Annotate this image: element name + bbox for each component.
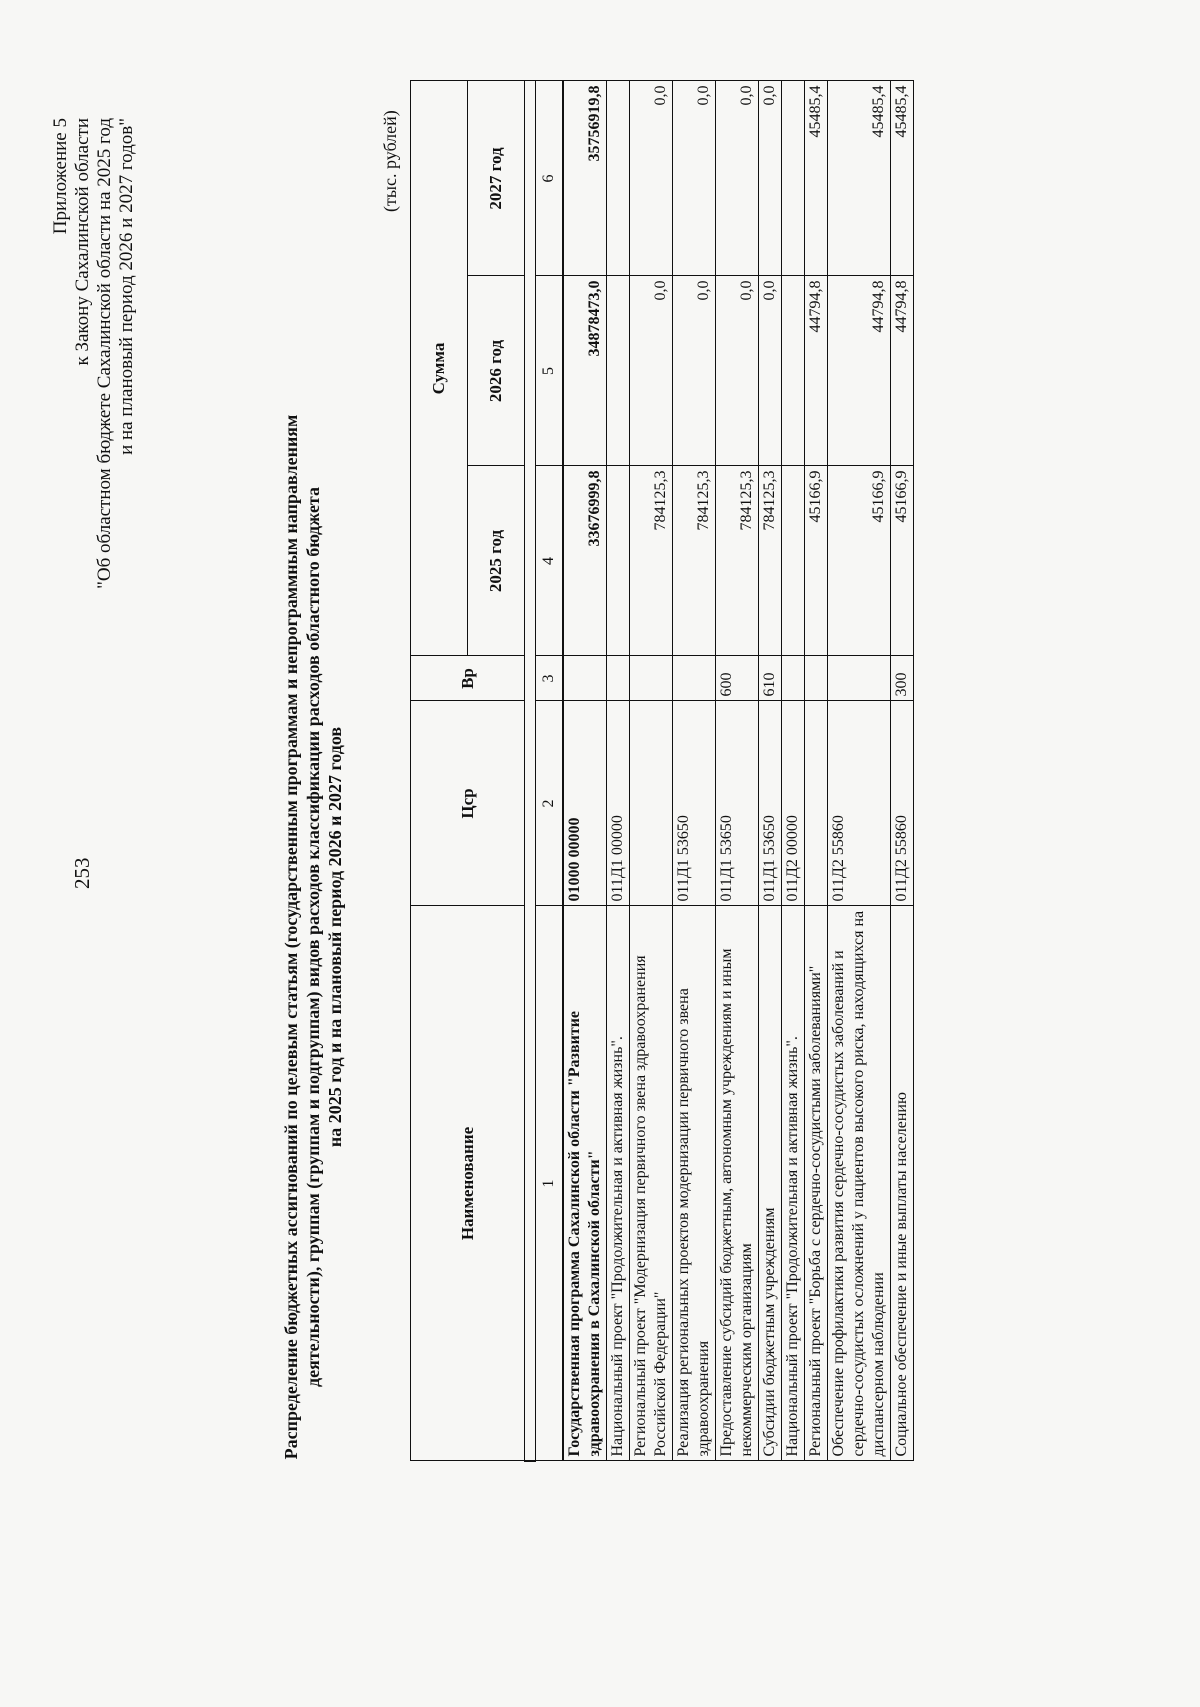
row-sum-2025: 784125,3: [759, 466, 782, 656]
header-sum: Сумма: [411, 81, 468, 656]
table-row: [630, 81, 673, 1461]
row-csr: 011Д1 53650: [673, 701, 716, 906]
row-sum-2025: 784125,3: [673, 466, 716, 656]
row-csr: [630, 701, 673, 906]
row-sum-2026: [607, 276, 630, 466]
row-vr: [828, 656, 891, 701]
appendix-line: Приложение 5: [50, 118, 71, 235]
row-name: Предоставление субсидий бюджетным, автономным учреждениям и иным некоммерческим организациям: [716, 906, 759, 1461]
row-csr: [805, 701, 828, 906]
row-sum-2027: 35756919,8: [563, 81, 607, 276]
table-row: [673, 81, 716, 1461]
row-csr: 011Д1 00000: [607, 701, 630, 906]
column-number: 1: [536, 906, 564, 1461]
row-sum-2026: 0,0: [759, 276, 782, 466]
row-sum-2027: [607, 81, 630, 276]
table-body: [525, 81, 914, 1461]
header-name: Наименование: [411, 906, 525, 1461]
header-2027: 2027 год: [468, 81, 525, 276]
row-sum-2026: 0,0: [630, 276, 673, 466]
row-sum-2027: 45485,4: [805, 81, 828, 276]
row-vr: [630, 656, 673, 701]
column-number: 5: [536, 276, 564, 466]
row-vr: [563, 656, 607, 701]
row-sum-2025: 45166,9: [828, 466, 891, 656]
row-name: Региональный проект "Борьба с сердечно-сосудистыми заболеваниями": [805, 906, 828, 1461]
appendix-line: "Об областном бюджете Сахалинской области на 2025 год: [94, 118, 115, 589]
row-sum-2026: 44794,8: [805, 276, 828, 466]
appendix-header: [50, 118, 138, 1018]
title-line: Распределение бюджетных ассигнований по целевым статьям (государственным программам и непрограммным направлениям: [281, 414, 301, 1460]
header-2026: 2026 год: [468, 276, 525, 466]
row-name: Обеспечение профилактики развития сердечно-сосудистых заболеваний и сердечно-сосудистых осложнений у пациентов высокого риска, находящихся на диспансерном наблюдении: [828, 906, 891, 1461]
table-row: [607, 81, 630, 1461]
row-csr: 011Д2 55860: [828, 701, 891, 906]
row-name: Социальное обеспечение и иные выплаты населению: [891, 906, 914, 1461]
row-sum-2027: 0,0: [759, 81, 782, 276]
column-number: 3: [536, 656, 564, 701]
row-sum-2026: 44794,8: [891, 276, 914, 466]
row-sum-2026: 34878473,0: [563, 276, 607, 466]
table-row: [563, 81, 607, 1461]
row-vr: [607, 656, 630, 701]
row-sum-2025: 33676999,8: [563, 466, 607, 656]
table-row: [759, 81, 782, 1461]
table-row: [782, 81, 805, 1461]
row-name: Региональный проект "Модернизация первичного звена здравоохранения Российской Федерации": [630, 906, 673, 1461]
row-sum-2025: 45166,9: [891, 466, 914, 656]
row-name: Национальный проект "Продолжительная и активная жизнь".: [607, 906, 630, 1461]
row-sum-2027: 45485,4: [891, 81, 914, 276]
row-vr: 600: [716, 656, 759, 701]
title-line: на 2025 год и на плановый период 2026 и 2027 годов: [325, 726, 345, 1148]
header-csr: Цср: [411, 701, 525, 906]
row-sum-2025: [782, 466, 805, 656]
budget-table: [410, 80, 914, 1462]
row-sum-2026: 0,0: [673, 276, 716, 466]
row-sum-2027: 0,0: [716, 81, 759, 276]
row-csr: 011Д2 00000: [782, 701, 805, 906]
row-sum-2026: [782, 276, 805, 466]
row-sum-2026: 44794,8: [828, 276, 891, 466]
document-title: [280, 307, 346, 1567]
row-name: Реализация региональных проектов модернизации первичного звена здравоохранения: [673, 906, 716, 1461]
row-vr: [782, 656, 805, 701]
row-vr: 300: [891, 656, 914, 701]
table-row: [805, 81, 828, 1461]
row-vr: [673, 656, 716, 701]
row-sum-2027: 0,0: [630, 81, 673, 276]
row-name: Национальный проект "Продолжительная и активная жизнь".: [782, 906, 805, 1461]
column-number-row: [536, 81, 564, 1461]
row-name: Государственная программа Сахалинской области "Развитие здравоохранения в Сахалинской области": [563, 906, 607, 1461]
row-vr: [805, 656, 828, 701]
column-number: 2: [536, 701, 564, 906]
row-vr: 610: [759, 656, 782, 701]
column-number: 6: [536, 81, 564, 276]
header-2025: 2025 год: [468, 466, 525, 656]
row-sum-2026: 0,0: [716, 276, 759, 466]
page-number: 253: [70, 857, 94, 889]
row-csr: 011Д2 55860: [891, 701, 914, 906]
appendix-line: и на плановый период 2026 и 2027 годов": [116, 118, 137, 455]
row-sum-2025: [607, 466, 630, 656]
units-label: (тыс. рублей): [380, 110, 400, 212]
table-row: [716, 81, 759, 1461]
row-name: Субсидии бюджетным учреждениям: [759, 906, 782, 1461]
row-csr: 011Д1 53650: [759, 701, 782, 906]
table-row: [828, 81, 891, 1461]
table-row: [891, 81, 914, 1461]
row-sum-2027: 45485,4: [828, 81, 891, 276]
row-sum-2027: [782, 81, 805, 276]
row-sum-2025: 784125,3: [716, 466, 759, 656]
row-sum-2027: 0,0: [673, 81, 716, 276]
header-vr: Вр: [411, 656, 525, 701]
column-number: 4: [536, 466, 564, 656]
row-csr: 011Д1 53650: [716, 701, 759, 906]
title-line: деятельности), группам (группам и подгруппам) видов расходов классификации расходов областного бюджета: [303, 487, 323, 1387]
row-sum-2025: 784125,3: [630, 466, 673, 656]
row-csr: 01000 00000: [563, 701, 607, 906]
appendix-line: к Закону Сахалинской области: [72, 118, 93, 366]
row-sum-2025: 45166,9: [805, 466, 828, 656]
